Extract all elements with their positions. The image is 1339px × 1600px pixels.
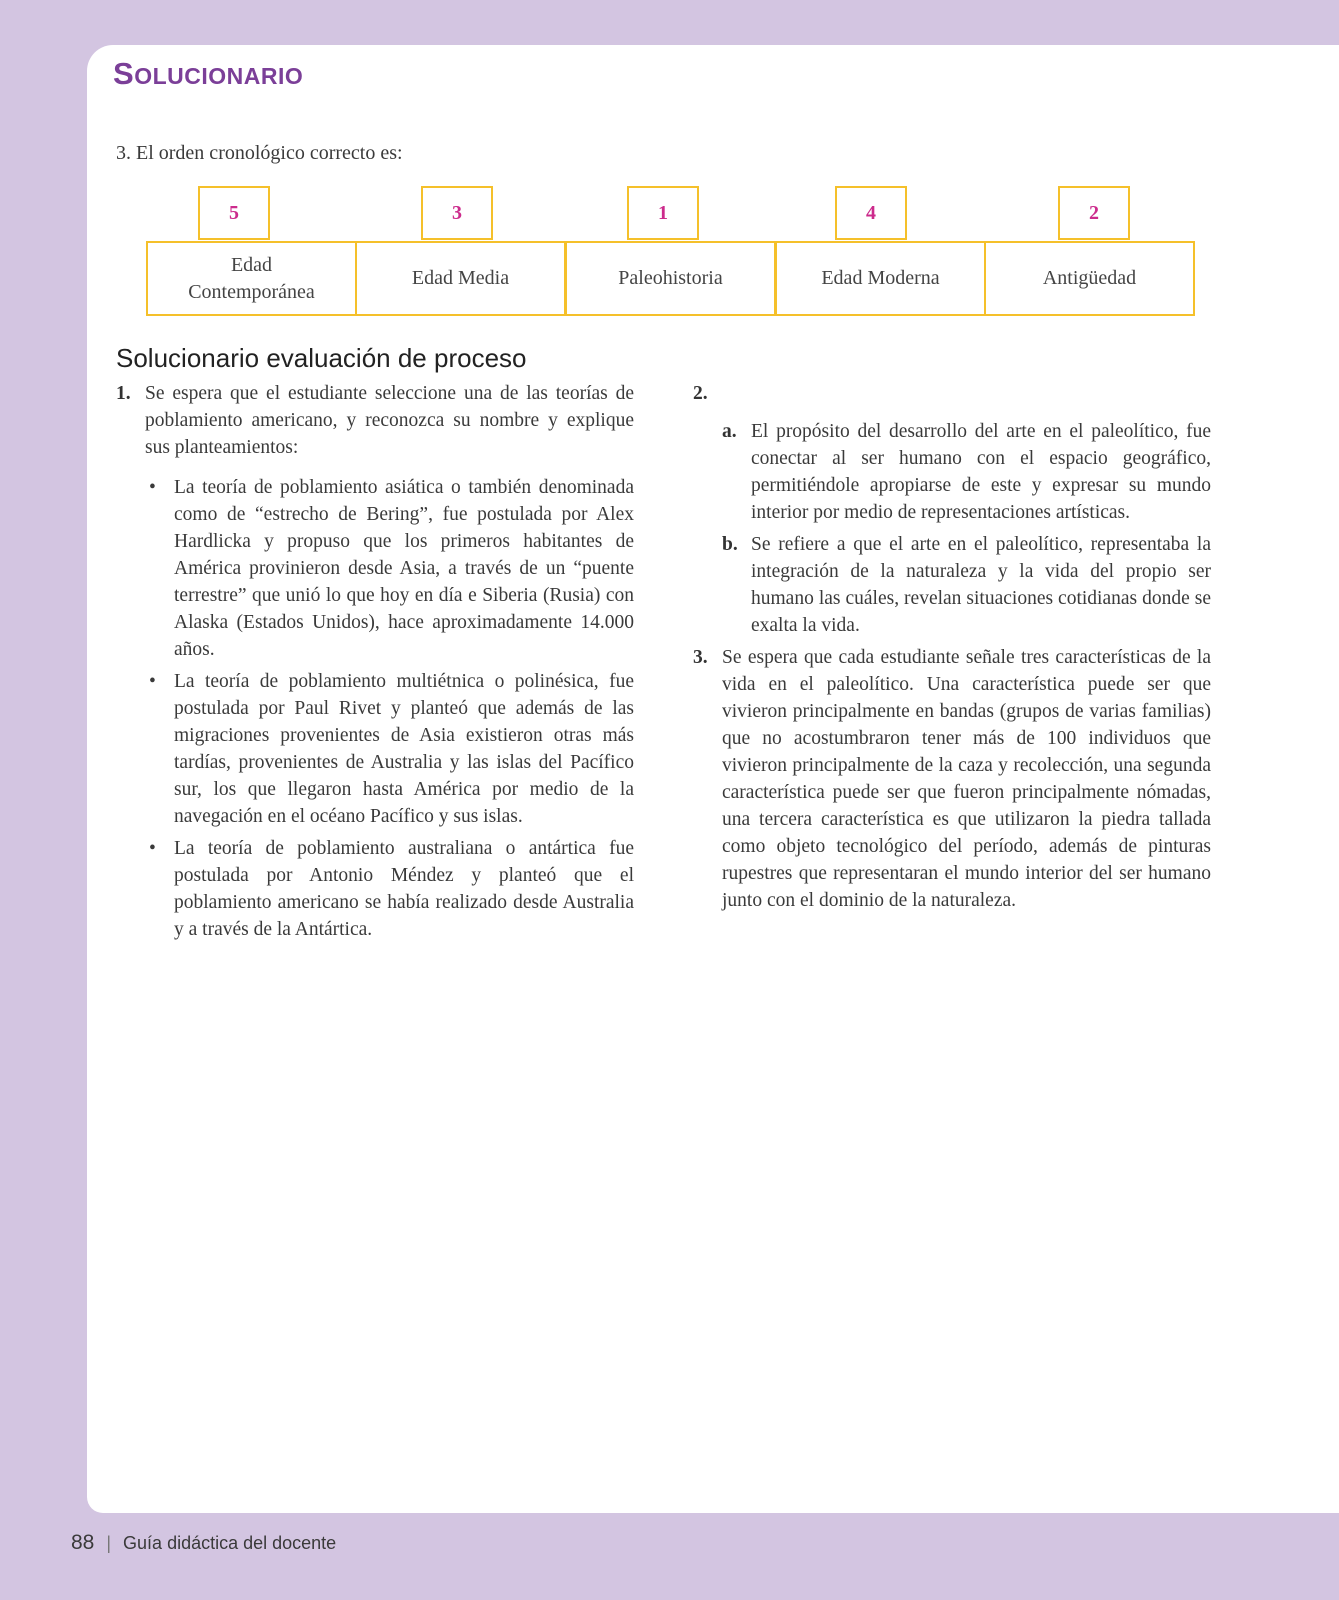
order-label-2: Edad Media	[355, 241, 566, 316]
page-number: 88	[71, 1531, 95, 1554]
question-2a: a. El propósito del desarrollo del arte en el paleolítico, fue conectar al ser humano con el espacio geográfico, permitiéndole apropiarse de este y expresar su mundo interior por medio de representaciones artísticas.	[722, 421, 1211, 523]
question-3: 3. Se espera que cada estudiante señale tres características de la vida en el paleolítico. Una característica puede ser que vivieron principalmente en bandas (grupos de varias familias) que no acostumbraron tener más de 100 individuos que vivieron principalmente de la caza y recolección, una segunda característica puede ser que fueron principalmente nómadas, una tercera característica es que utilizaron la piedra tallada como objeto tecnológico del período, además de pinturas rupestres que representaran el mundo interior del ser humano junto con el dominio de la naturaleza.	[693, 647, 1211, 911]
order-label-5: Antigüedad	[984, 241, 1195, 316]
footer	[71, 1531, 336, 1555]
footer-separator: |	[106, 1533, 112, 1553]
question-2b: b. Se refiere a que el arte en el paleolítico, representaba la integración de la naturaleza y la vida del propio ser humano las cuáles, revelan situaciones cotidianas donde se exalta la vida.	[722, 534, 1211, 636]
bullet-item: • La teoría de poblamiento australiana o antártica fue postulada por Antonio Méndez y planteó que el poblamiento americano se había realizado desde Australia y a través de la Antártica.	[149, 838, 634, 940]
header-title: SOLUCIONARIO	[113, 56, 304, 91]
question-1-bullets	[116, 474, 634, 943]
order-number-4: 4	[835, 186, 907, 240]
bullet-item: • La teoría de poblamiento asiática o también denominada como de “estrecho de Bering”, fue postulada por Alex Hardlicka y propuso que los primeros habitantes de América provinieron desde Asia, a través de un “puente terrestre” que unió lo que hoy en día e Siberia (Rusia) con Alaska (Estados Unidos), hace aproximadamente 14.000 años.	[149, 477, 634, 660]
question-1: 1. Se espera que el estudiante seleccione una de las teorías de poblamiento americano, y reconozca su nombre y explique sus planteamientos:	[116, 383, 634, 458]
order-number-5: 2	[1058, 186, 1130, 240]
order-number-2: 3	[421, 186, 493, 240]
header-tab-curve	[387, 75, 477, 135]
order-label-4: Edad Moderna	[775, 241, 986, 316]
left-column	[116, 380, 634, 943]
intro-text: 3. El orden cronológico correcto es:	[116, 142, 403, 164]
order-label-1: Edad Contemporánea	[146, 241, 357, 316]
section-title: Solucionario evaluación de proceso	[116, 343, 527, 373]
order-number-1: 5	[198, 186, 270, 240]
bullet-item: • La teoría de poblamiento multiétnica o polinésica, fue postulada por Paul Rivet y planteó que además de las migraciones provenientes de Asia existieron otras más tardías, provenientes de Australia y las islas del Pacífico sur, los que llegaron hasta América por medio de la navegación en el océano Pacífico y sus islas.	[149, 671, 634, 827]
order-number-3: 1	[627, 186, 699, 240]
order-label-3: Paleohistoria	[565, 241, 776, 316]
guide-title: Guía didáctica del docente	[123, 1533, 337, 1553]
right-column	[693, 380, 1211, 914]
question-2: 2.	[693, 383, 708, 404]
question-2-parts	[693, 418, 1211, 639]
